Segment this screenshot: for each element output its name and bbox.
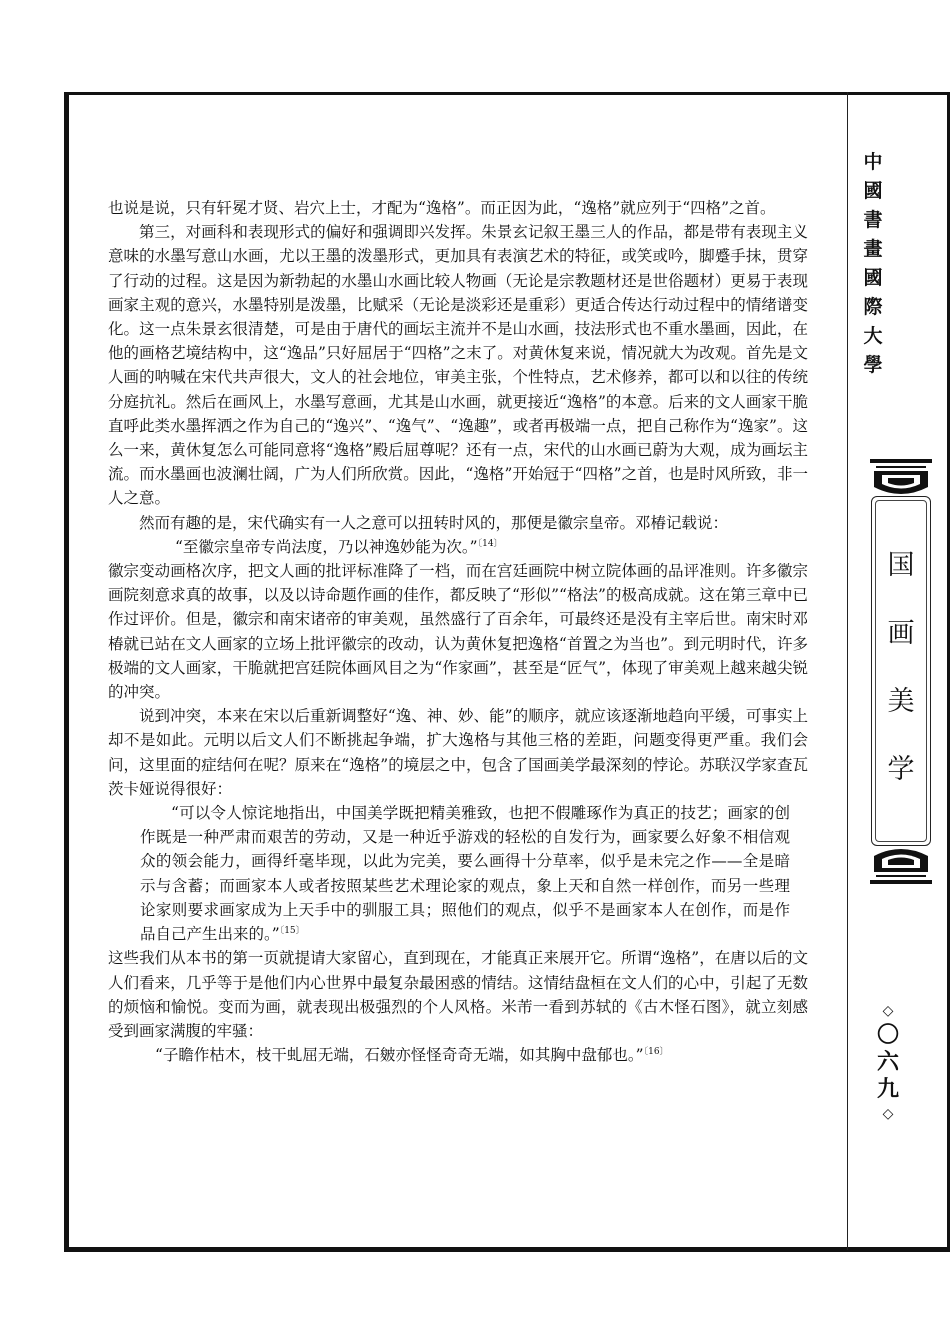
page-number-digit: 〇 (876, 1022, 899, 1048)
paragraph-4: 徽宗变动画格次序，把文人画的批评标准降了一档，而在宫廷画院中树立院体画的品评准则。许多徽宗画院刻意求真的故事，以及以诗命题作画的佳作，都反映了“形似”“格法”的极高成就。这在第三章中已作过评价。但是，徽宗和南宋诸帝的审美观，虽然盛行了百余年，可最终还是没有主宰后世。南宋时邓椿就已站在文人画家的立场上批评徽宗的改动，认为黄休复把逸格“首置之为当也”。到元明时代，许多极端的文人画家，干脆就把宫廷院体画风目之为“作家画”，甚至是“匠气”，体现了审美观上越来越尖锐的冲突。 (108, 562, 808, 702)
side-title-char: 際 (863, 296, 883, 318)
paragraph-2: 第三，对画科和表现形式的偏好和强调即兴发挥。朱景玄记叙王墨三人的作品，都是带有表现主义意味的水墨写意山水画，尤以王墨的泼墨形式，更加具有表演艺术的特征，或笑或吟，脚蹙手抹，贯穿了行动的过程。这是因为新勃起的水墨山水画比较人物画（无论是宗教题材还是世俗题材）更易于表现画家主观的意兴，水墨特别是泼墨，比赋采（无论是淡彩还是重彩）更适合传达行动过程中的情绪谱变化。这一点朱景玄很清楚，可是由于唐代的画坛主流并不是山水画，技法形式也不重水墨画，因此，在他的画格艺境结构中，这“逸品”只好屈居于“四格”之末了。对黄休复来说，情况就大为改观。首先是文人画的呐喊在宋代共声很大，文人的社会地位，审美主张，个性特点，艺术修养，都可以和以往的传统分庭抗礼。然后在画风上，水墨写意画，尤其是山水画，就更接近“逸格”的本意。后来的文人画家干脆直呼此类水墨挥洒之作为自己的“逸兴”、“逸气”、“逸趣”，或者再极端一点，把自己称作为“逸家”。这么一来，黄休复怎么可能同意将“逸格”殿后屈尊呢？还有一点，宋代的山水画已蔚为大观，成为画坛主流。而水墨画也波澜壮阔，广为人们所欣赏。因此，“逸格”开始冠于“四格”之首，也是时风所致，非一人之意。 (108, 223, 808, 508)
section-title-char: 画 (887, 618, 915, 649)
frame-column-separator (847, 92, 848, 1250)
side-title-char: 學 (863, 354, 883, 376)
section-title-char: 学 (887, 754, 915, 785)
quotation-3 (155, 1043, 808, 1067)
ornament-top-icon (868, 457, 934, 501)
side-title-char: 國 (863, 267, 883, 289)
quotation-1-text: “至徽宗皇帝专尚法度，乃以神逸妙能为次。” (175, 537, 478, 556)
section-title (871, 532, 931, 804)
section-title-char: 美 (887, 686, 915, 717)
page-number-digit: 九 (876, 1076, 899, 1102)
quotation-3-text: “子瞻作枯木，枝干虬屈无端，石皴亦怪怪奇奇无端，如其胸中盘郁也。” (155, 1046, 644, 1065)
paragraph-1: 也说是说，只有轩冕才贤、岩穴上士，才配为“逸格”。而正因为此，“逸格”就应列于“四格”之首。 (108, 199, 776, 217)
frame-bottom-border (64, 1247, 950, 1252)
paragraph-6: 这些我们从本书的第一页就提请大家留心，直到现在，才能真正来展开它。所谓“逸格”，在唐以后的文人们看来，几乎等于是他们内心世界中最复杂最困惑的情结。这情结盘桓在文人们的心中，引起了无数的烦恼和愉悦。变而为画，就表现出极强烈的个人风格。米芾一看到苏轼的《古木怪石图》，就立刻感受到画家满腹的牢骚： (108, 949, 808, 1040)
page-number (868, 1000, 908, 1125)
footnote-ref-15: 〔15〕 (279, 926, 305, 937)
quotation-2 (140, 801, 790, 946)
footnote-ref-14: 〔14〕 (477, 538, 503, 549)
frame-left-border (64, 92, 69, 1252)
main-text (108, 196, 808, 1067)
diamond-icon: ◇ (882, 1106, 894, 1122)
frame-top-border (64, 92, 950, 95)
footnote-ref-16: 〔16〕 (643, 1047, 669, 1058)
ornament-bottom-icon (868, 842, 934, 886)
side-title-char: 中 (863, 151, 883, 173)
side-title-char: 畫 (863, 238, 883, 260)
paragraph-5: 说到冲突，本来在宋以后重新调整好“逸、神、妙、能”的顺序，就应该逐渐地趋向平缓，可事实上却不是如此。元明以后文人们不断挑起争端，扩大逸格与其他三格的差距，问题变得更严重。我们会问，这里面的症结何在呢？原来在“逸格”的境层之中，包含了国画美学最深刻的悖论。苏联汉学家查瓦茨卡娅说得很好： (108, 707, 808, 798)
quotation-2-text: “可以令人惊诧地指出，中国美学既把精美雅致，也把不假雕琢作为真正的技艺；画家的创作既是一种严肃而艰苦的劳动，又是一种近乎游戏的轻松的自发行为，画家要么好象不相信观众的领会能力，画得纤毫毕现，以此为完美，要么画得十分草率，似乎是未完之作——全是暗示与含蓄；而画家本人或者按照某些艺术理论家的观点，象上天和自然一样创作，而另一些理论家则要求画家成为上天手中的驯服工具；照他们的观点，似乎不是画家本人在创作，而是作品自己产生出来的。” (140, 804, 790, 944)
section-title-char: 国 (887, 550, 915, 581)
paragraph-3: 然而有趣的是，宋代确实有一人之意可以扭转时风的，那便是徽宗皇帝。邓椿记载说： (139, 513, 729, 532)
side-title-char: 大 (863, 325, 883, 347)
page-number-digit: 六 (876, 1049, 899, 1075)
side-title-char: 書 (863, 209, 883, 231)
diamond-icon: ◇ (882, 1003, 894, 1019)
side-title-char: 國 (863, 180, 883, 202)
side-title-university (858, 148, 888, 380)
quotation-1 (175, 535, 808, 559)
